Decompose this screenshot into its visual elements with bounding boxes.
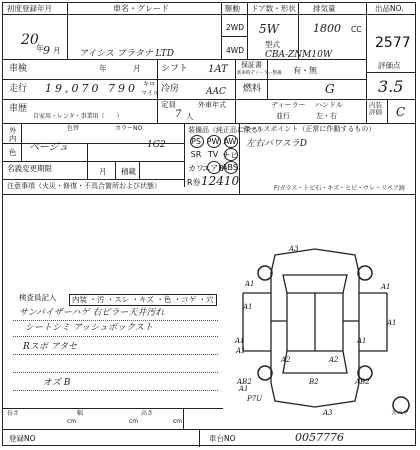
score-label: 評価点 xyxy=(378,61,401,70)
equipment-item: PS xyxy=(191,137,201,146)
color-change-label: 色替 xyxy=(67,125,80,132)
height-label: 高さ xyxy=(141,410,154,417)
inspector-label: 検査員記入 xyxy=(19,293,57,302)
damage-code: A1 xyxy=(357,337,367,345)
inspector-tabs: 内装 ・汚 ・スレ ・キズ ・色 ・コゲ ・穴 xyxy=(69,294,217,306)
handle-label: ハンドル xyxy=(315,101,343,109)
note-line xyxy=(13,390,218,391)
footer-divider xyxy=(3,408,223,409)
col-divider xyxy=(139,161,140,179)
damage-code: A3 xyxy=(323,409,333,417)
doors-value: 5W xyxy=(259,22,279,36)
score-divider xyxy=(366,72,415,73)
damage-code: A3 xyxy=(289,245,299,253)
length-unit: cm xyxy=(67,418,77,425)
row-divider xyxy=(3,161,184,162)
color-label: 色 xyxy=(9,148,17,157)
note-line xyxy=(13,372,218,373)
auction-sheet xyxy=(2,2,416,446)
note-line xyxy=(13,336,218,337)
row-divider xyxy=(3,179,184,180)
history-options: 自家用・レンタ・事業用（ ） xyxy=(33,113,123,120)
warranty-sub: 新車時ディーラー整備 xyxy=(237,71,282,76)
equipment-item: エアB xyxy=(202,164,224,173)
equipment-item: TV xyxy=(207,150,219,159)
capacity-value: 7 xyxy=(175,109,182,120)
damage-code: A1 xyxy=(243,303,253,311)
reg-no-label: 登録NO xyxy=(9,434,36,443)
drive-4wd: 4WD xyxy=(226,46,244,55)
damage-code: AB2 xyxy=(237,378,252,386)
col-divider xyxy=(221,3,222,59)
km-unit: キロ xyxy=(143,81,156,88)
interior-score-label: 内装評価 xyxy=(369,101,382,116)
history-label: 車歴 xyxy=(9,104,28,114)
month-value: 9 xyxy=(43,44,50,57)
equipment-item: ABS xyxy=(222,163,238,172)
mileage-label: 走行 xyxy=(9,84,28,94)
displacement-label: 排気量 xyxy=(313,4,336,13)
cooler-label: 冷房 xyxy=(161,84,180,94)
load-label: 積載 xyxy=(121,167,136,176)
warranty-options: 有・無 xyxy=(293,66,317,75)
registered-month-label: 月 xyxy=(99,167,107,176)
col-divider xyxy=(366,3,367,99)
lot-number: 2577 xyxy=(375,35,411,51)
damage-code: A2 xyxy=(329,356,339,364)
shaken-month-unit: 月 xyxy=(133,64,141,73)
capacity-unit: 人 xyxy=(186,112,194,121)
model-value: CBA-ZNM10W xyxy=(265,50,333,60)
row-divider xyxy=(3,99,415,100)
doors-label: ドア数・形状 xyxy=(251,4,296,13)
note-line xyxy=(13,320,218,321)
spare-label: スペア xyxy=(391,410,410,417)
damage-code: B2 xyxy=(309,378,319,386)
col-divider xyxy=(235,59,236,123)
year-unit: 年 xyxy=(36,44,44,53)
note-line xyxy=(13,354,218,355)
windshield-label: F/ガラス・トビ石・キズ・ヒビ・ウレ・リペア跡 xyxy=(274,185,406,192)
height-unit: cm xyxy=(173,418,183,425)
month-unit: 月 xyxy=(53,46,61,55)
fuel-label: 燃料 xyxy=(243,84,262,94)
import-year-label: 外車年式 xyxy=(198,101,226,109)
car-name-label: 車名・グレード xyxy=(113,4,169,13)
sales-point-value: 左右パワスラD xyxy=(246,139,307,149)
col-divider xyxy=(366,99,367,123)
damage-code: AB2 xyxy=(355,378,370,386)
equipment-item: AW xyxy=(223,137,237,146)
col-divider xyxy=(387,99,388,123)
r-ticket-value: 12410 xyxy=(201,174,240,188)
shaken-label: 車検 xyxy=(9,64,28,74)
damage-code: A1 xyxy=(236,347,246,355)
outside-label: 外 xyxy=(9,126,17,135)
length-label: 長さ xyxy=(7,410,20,417)
damage-code: P7U xyxy=(247,395,263,403)
col-divider xyxy=(183,408,184,429)
row-divider xyxy=(3,123,415,124)
inspector-note-1: サンバイザーハゲ 右ピラー天井汚れ xyxy=(19,308,165,318)
col-divider xyxy=(247,3,248,59)
col-divider xyxy=(199,429,200,447)
drive-divider xyxy=(221,36,247,37)
interior-score-value: C xyxy=(396,105,406,119)
col-divider xyxy=(67,3,68,59)
handle-value: 左・右 xyxy=(316,112,337,120)
displacement-value: 1800 xyxy=(313,22,341,35)
equipment-title: 装備品（純正品に限る） xyxy=(188,126,265,134)
color-no-label: カラーNO xyxy=(115,125,143,132)
cooler-value: AAC xyxy=(206,87,226,97)
inside-label: 内 xyxy=(9,134,17,143)
dealer-value: 並行 xyxy=(276,112,290,120)
fuel-value: G xyxy=(325,82,335,96)
equipment-check-mark xyxy=(224,161,238,174)
equipment-item: カワ xyxy=(188,164,204,173)
mile-unit: マイル xyxy=(141,90,159,97)
header-divider xyxy=(3,14,415,15)
model-label: 型式 xyxy=(265,40,280,49)
col-divider xyxy=(21,123,22,161)
equipment-item: SR xyxy=(190,150,202,159)
capacity-label: 定員 xyxy=(161,100,176,109)
equipment-check-mark xyxy=(224,148,238,161)
first-registration-label: 初度登録年月 xyxy=(7,4,52,13)
color-value: ベージュ xyxy=(29,142,69,153)
inspector-note-4: オズ B xyxy=(43,378,71,388)
score-value: 3.5 xyxy=(378,77,404,96)
shift-value: 1AT xyxy=(208,64,228,75)
inspector-note-2: シートシミ アッシュボックスト xyxy=(25,323,153,333)
r-ticket-label: R券 xyxy=(187,178,201,187)
notes-label: 注意事項（火災・修復・不具合箇所および状態） xyxy=(7,182,161,190)
lot-label: 出品NO. xyxy=(375,4,404,13)
damage-code: A1 xyxy=(387,319,397,327)
damage-code: A1 xyxy=(239,385,249,393)
equipment-check-mark xyxy=(224,135,238,148)
row-divider xyxy=(3,194,415,195)
shift-label: シフト xyxy=(161,64,189,74)
warranty-label: 保証書 xyxy=(241,61,262,69)
equipment-item: PW xyxy=(206,137,220,146)
drive-2wd: 2WD xyxy=(226,23,244,32)
color-no-value: 1G2 xyxy=(147,140,166,150)
year-value: 20 xyxy=(21,32,39,48)
sales-point-title: セールスポイント（正常に作動するもの） xyxy=(243,125,376,133)
col-divider xyxy=(115,161,116,179)
damage-code: A1 xyxy=(381,283,391,291)
chassis-label: 車台NO xyxy=(209,434,236,443)
doc-deadline-label: 名義変更期限 xyxy=(7,164,52,173)
inspector-note-3: Rスポ アタセ xyxy=(23,342,78,352)
width-unit: cm xyxy=(129,418,139,425)
car-name-value: アイシス プラタナ LTD xyxy=(79,49,175,59)
mileage-value: 19,070 790 xyxy=(45,82,138,95)
footer-divider xyxy=(3,429,415,430)
width-label: 幅 xyxy=(77,410,84,417)
col-divider xyxy=(267,59,268,99)
damage-code: A2 xyxy=(281,356,291,364)
damage-code: A1 xyxy=(235,337,245,345)
drive-label: 駆動 xyxy=(225,4,240,13)
shaken-year-unit: 年 xyxy=(99,64,107,73)
row-divider xyxy=(3,79,366,80)
dealer-label: ディーラー xyxy=(271,101,306,109)
row-divider xyxy=(3,59,366,60)
col-divider xyxy=(87,143,88,179)
cc-unit: CC xyxy=(351,25,362,34)
damage-code: A1 xyxy=(245,280,255,288)
equipment-item: ナビ xyxy=(222,151,238,160)
chassis-value: 0057776 xyxy=(295,431,344,444)
